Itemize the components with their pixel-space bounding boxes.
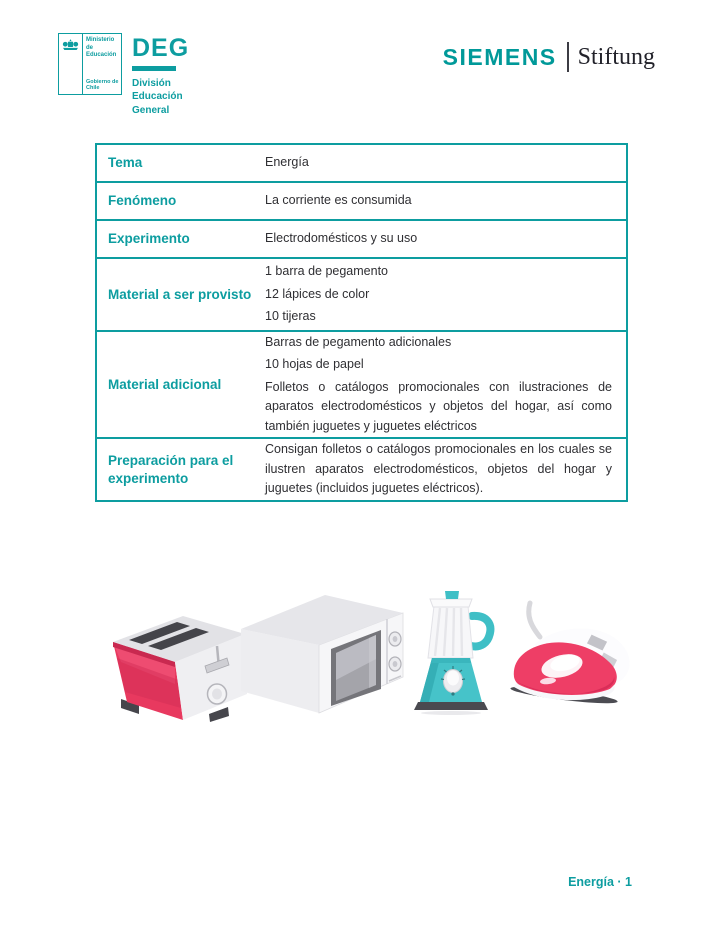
content-line: Electrodomésticos y su uso	[265, 231, 418, 246]
table-row	[97, 183, 626, 221]
content-line: Folletos o catálogos promocionales con ilustraciones de aparatos electrodomésticos y objetos del hogar, así como también juguetes y juguetes eléctricos	[265, 379, 612, 433]
toaster-illustration	[93, 596, 258, 726]
iron-illustration	[506, 593, 646, 713]
deg-logo	[132, 36, 189, 117]
content-line: 12 lápices de color	[265, 286, 370, 301]
row-label-fenomeno: Fenómeno	[108, 193, 177, 209]
content-line: 1 barra de pegamento	[265, 264, 389, 279]
ministry-logo-text	[83, 34, 121, 94]
content-line: Consigan folletos o catálogos promocionales en los cuales se ilustren aparatos electrodomésticos, objetos del hogar y juguetes (incluidos juguetes eléctricos).	[265, 442, 612, 496]
row-content	[265, 221, 626, 257]
ministry-name: Ministerio de Educación	[86, 37, 117, 58]
siemens-brand-text: SIEMENS	[442, 43, 557, 70]
table-row	[97, 439, 626, 500]
content-line: Barras de pegamento adicionales	[265, 335, 452, 350]
deg-acronym: DEG	[132, 34, 190, 62]
deg-division-label: División Educación General	[132, 77, 183, 116]
row-content	[265, 183, 626, 219]
row-content	[265, 145, 626, 181]
content-line: 10 hojas de papel	[265, 357, 364, 372]
deg-underline-bar	[132, 66, 176, 71]
row-content	[265, 259, 626, 330]
row-label-preparacion: Preparación para el experimento	[108, 452, 234, 486]
row-label-material-adicional: Material adicional	[108, 376, 222, 392]
table-row	[97, 259, 626, 332]
table-row	[97, 332, 626, 439]
row-label-material-provisto: Material a ser provisto	[108, 286, 252, 302]
stiftung-text: Stiftung	[577, 44, 655, 70]
table-row	[97, 145, 626, 183]
chile-coat-of-arms-icon	[59, 34, 83, 94]
blender-illustration	[412, 582, 507, 722]
row-content	[265, 332, 626, 437]
row-content	[265, 439, 626, 500]
content-line: 10 tijeras	[265, 309, 316, 324]
logo-divider	[567, 42, 569, 72]
government-of-chile-label: Gobierno de Chile	[86, 78, 119, 91]
content-line: La corriente es consumida	[265, 193, 412, 208]
content-line: Energía	[265, 155, 309, 170]
row-label-tema: Tema	[108, 155, 143, 171]
experiment-info-table	[95, 143, 628, 502]
row-label-experimento: Experimento	[108, 231, 190, 247]
ministry-of-education-logo	[58, 33, 122, 95]
table-row	[97, 221, 626, 259]
microwave-illustration	[235, 583, 410, 718]
page-footer-label: Energía · 1	[568, 875, 632, 889]
siemens-stiftung-logo	[443, 42, 655, 72]
